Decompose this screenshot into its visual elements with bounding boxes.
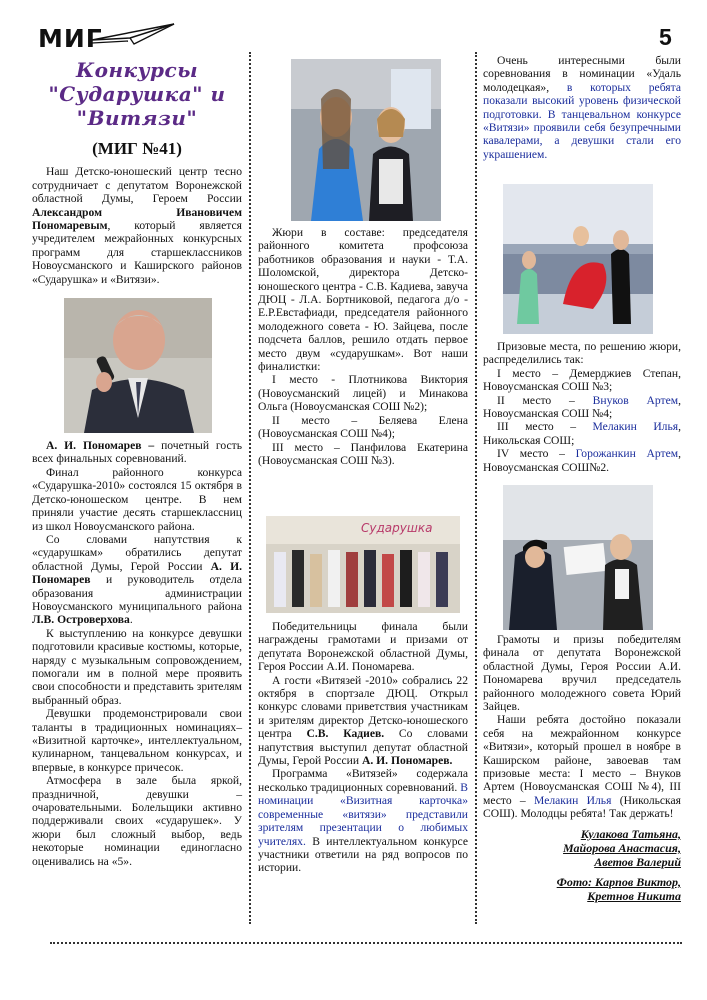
paragraph-talents: Девушки продемонстрировали свои таланты в традиционных номинациях– «Визитной карточке», интеллектуальном, кулинарном, танцевальном конкурсах, и впервые, в конкурсе причесок. bbox=[32, 707, 242, 774]
column-2-top bbox=[258, 226, 468, 467]
intro-paragraph: Наш Детско-юношеский центр тесно сотрудничает с депутатом Воронежской областной Думы, Героем России Александром Ивановичем Пономаревым, который является учредителем межрайонных конкурсных программ для старшеклассников Новоусманского и Каширского районов «Сударушка» и «Витязи». bbox=[32, 165, 242, 286]
result-2: II место – Внуков Артем, Новоусманская СОШ №4; bbox=[483, 393, 682, 421]
article-title bbox=[32, 58, 242, 130]
column-3-bottom bbox=[483, 633, 681, 903]
page-number: 5 bbox=[659, 24, 672, 50]
photo-dance bbox=[503, 184, 653, 334]
title-line-1: Конкурсы bbox=[75, 58, 199, 82]
paragraph-kashira: Наши ребята достойно показали себя на межрайонном конкурсе «Витязи», который прошел в ноябре в Каширском районе, завоевав там призовые места: I место – Внуков Артем (Новоусманская СОШ №4), III место – Мелакин Илья (Никольская СОШ). Молодцы ребята! Так держать! bbox=[483, 713, 681, 821]
paragraph-greeting: Со словами напутствия к «сударушкам» обратились депутат областной Думы, Герой России А. И. Пономарев и руководитель отдела образования администрации Новоусманского муниципального района Л.В. Островерхова. bbox=[32, 532, 242, 627]
result-3: III место – Мелакин Илья, Никольская СОШ; bbox=[483, 420, 681, 447]
photo-credits: Фото: Карпов Виктор, Кретнов Никита bbox=[556, 874, 681, 903]
svg-text:Сударушка: Сударушка bbox=[361, 521, 433, 535]
paragraph-program: Программа «Витязей» содержала несколько традиционных соревнований. В номинации «Визитная карточка» современные «витязи» представили зрителям презентации о любимых учителях. В интеллектуальном конкурсе участники ответили на ряд вопросов по истории. bbox=[258, 767, 468, 875]
photo-sudarushka-stage bbox=[291, 59, 441, 221]
authors: Кулакова Татьяна, Майорова Анастасия, Аветов Валерий bbox=[563, 826, 681, 869]
paragraph-costumes: К выступлению на конкурсе девушки подготовили красивые костюмы, которые, наряду с музыкальным сопровождением, помогали им в полной мере проявить свои способности и представить зрителям выбранный образ. bbox=[32, 626, 242, 707]
column-2-bottom bbox=[258, 620, 468, 875]
place-1: I место - Плотникова Виктория (Новоусманский лицей) и Минакова Ольга (Новоусманская СОШ №2); bbox=[258, 373, 468, 414]
paragraph-jury: Жюри в составе: председателя районного комитета профсоюза работников образования и науки - Т.А. Шоломской, директора Детско-юношеского центра - С.В. Кадиева, завуча ДЮЦ - Л.А. Бортниковой, педагога д/о - Е.Р.Евстафиади, председателя районного молодежного совета - Ю. Зайцева, после подсчета баллов, решило отдать первое место двум «сударушкам». Вот наши финалистки: bbox=[258, 226, 468, 374]
paragraph-udal: Очень интересными были соревнования в номинации «Удаль молодецкая», в которых ребята показали высокий уровень физической подготовки. В танцевальном конкурсе «Витязи» проявили себя безупречными кавалерами, а девушки стали его украшением. bbox=[483, 54, 681, 161]
paragraph-atmosphere: Атмосфера в зале была яркой, праздничной, девушки – очаровательными. Болельщики активно поддерживали своих «сударушек». У жюри был сложный выбор, ведь некоторые номинации единогласно оценивались на «5». bbox=[32, 774, 242, 868]
logo-text: МИГ bbox=[38, 24, 103, 53]
issue-number: (МИГ №41) bbox=[92, 139, 182, 158]
paragraph-winners: Победительницы финала были награждены грамотами и призами от депутата Воронежской областной Думы, Героя России А.И. Пономарева. bbox=[258, 620, 468, 674]
magazine-logo bbox=[38, 18, 178, 54]
column-divider-left bbox=[249, 52, 251, 924]
paragraph-prizes: Призовые места, по решению жюри, распределились так: bbox=[483, 340, 681, 367]
column-divider-right bbox=[475, 52, 477, 924]
paragraph-vityazi: А гости «Витязей -2010» собрались 22 октября в спортзале ДЮЦ. Открыл конкурс словами приветствия участникам и зрителям директор Детско-юношеского центра С.В. Кадиев. Со словами напутствия выступил депутат областной Думы, Герой России А. И. Пономарев. bbox=[258, 673, 468, 768]
photo-ponomarev bbox=[64, 298, 212, 433]
result-4: IV место – Горожанкин Артем, Новоусманская СОШ№2. bbox=[483, 447, 681, 474]
photo-caption: А. И. Пономарев – почетный гость всех финальных соревнований. bbox=[32, 439, 242, 466]
paragraph-final: Финал районного конкурса «Сударушка-2010» состоялся 15 октября в Детско-юношеском центре. В нем приняли участие десять старшеклассниц из школ Новоусманского района. bbox=[32, 465, 242, 533]
place-2: II место – Беляева Елена (Новоусманская СОШ №4); bbox=[258, 413, 468, 441]
title-line-2: "Сударушка" и "Витязи" bbox=[48, 82, 226, 130]
paper-plane-icon bbox=[90, 22, 176, 46]
place-3: III место – Панфилова Екатерина (Новоусманская СОШ №3). bbox=[258, 440, 468, 467]
column-3-middle bbox=[483, 340, 681, 474]
photo-award bbox=[503, 485, 653, 630]
paragraph-awards: Грамоты и призы победителям финала от депутата Воронежской областной Думы, Героя России А.И. Пономарева вручил председатель районного молодежного совета Юрий Зайцев. bbox=[483, 633, 681, 714]
photo-finalists bbox=[266, 516, 460, 613]
footer-rule bbox=[50, 942, 682, 944]
result-1: I место – Демерджиев Степан, Новоусманская СОШ №3; bbox=[483, 366, 681, 394]
column-3-top bbox=[483, 54, 681, 161]
column-1 bbox=[32, 58, 242, 868]
